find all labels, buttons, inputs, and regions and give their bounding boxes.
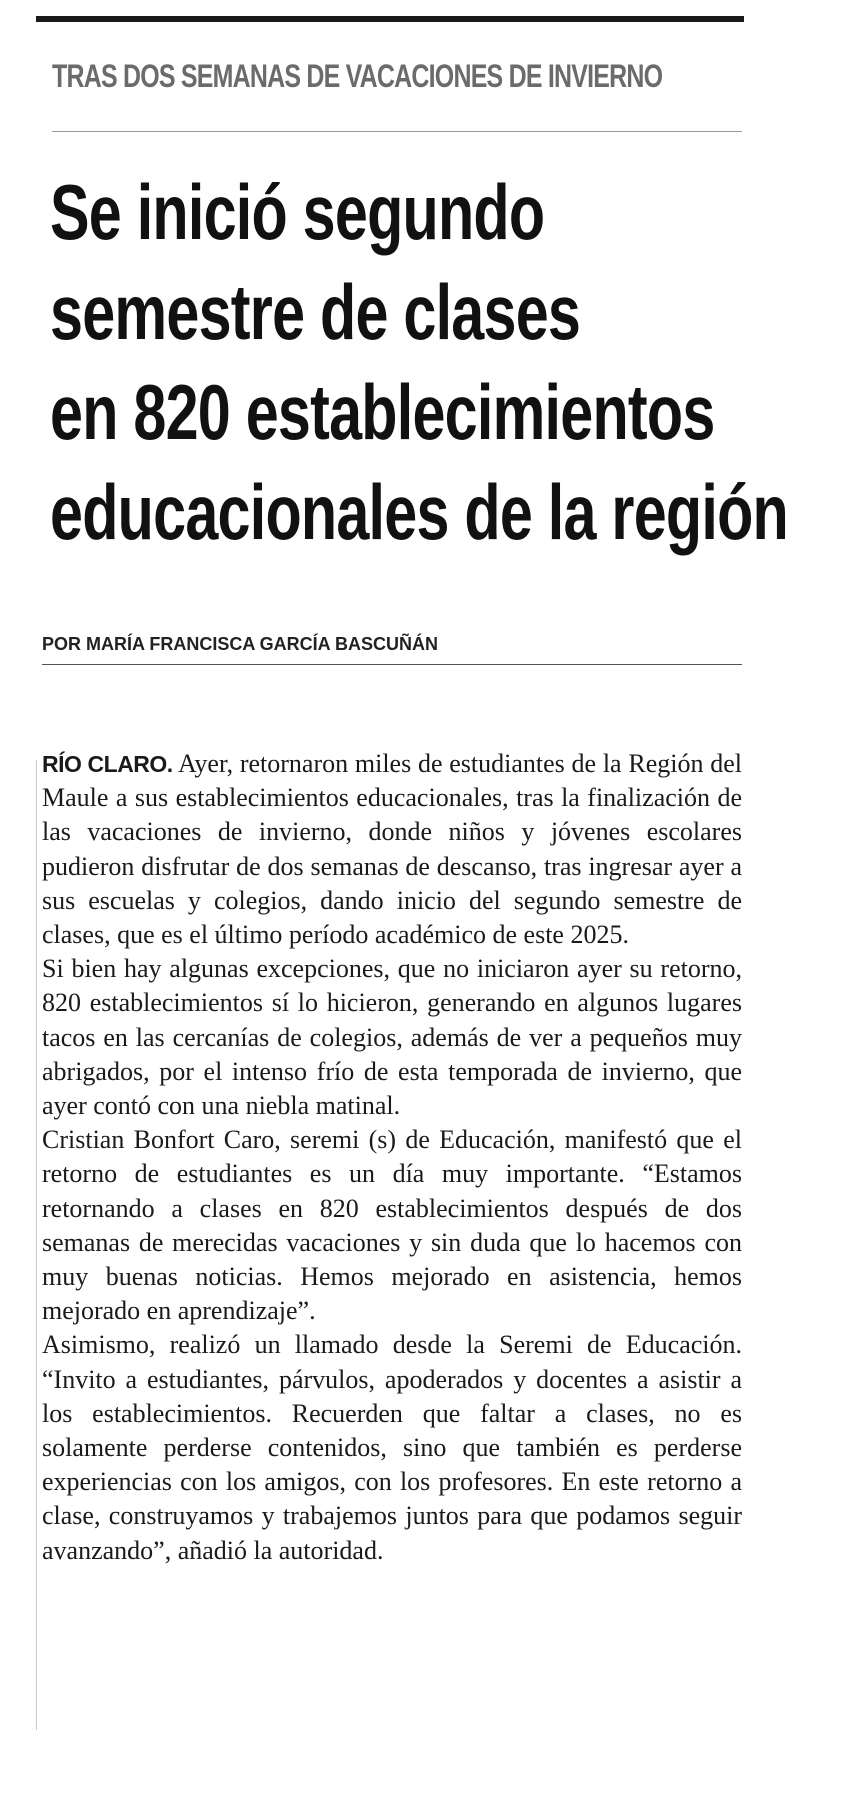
article-paragraph: Cristian Bonfort Caro, seremi (s) de Educación, manifestó que el retorno de estudiantes es un día muy importante. “Estamos retornando a clases en 820 establecimientos después de dos semanas de merecidas vacaciones y sin duda que lo hacemos con muy buenas noticias. Hemos mejorado en asistencia, hemos mejorado en aprendizaje”.: [42, 1125, 742, 1326]
article-paragraph: Si bien hay algunas excepciones, que no iniciaron ayer su retorno, 820 establecimientos sí lo hicieron, generando en algunos lugares tacos en las cercanías de colegios, además de ver a pequeños muy abrigados, por el intenso frío de esta temporada de invierno, que ayer contó con una niebla matinal.: [42, 954, 742, 1121]
article-headline: [50, 162, 788, 562]
kicker-divider: [52, 131, 742, 132]
top-rule: [36, 16, 744, 22]
article-dateline: RÍO CLARO.: [42, 751, 173, 777]
article-byline: POR MARÍA FRANCISCA GARCÍA BASCUÑÁN: [42, 634, 438, 654]
headline-line: en 820 establecimientos: [50, 368, 715, 456]
article-kicker: TRAS DOS SEMANAS DE VACACIONES DE INVIERNO: [52, 58, 663, 94]
headline-line: Se inició segundo: [50, 168, 545, 256]
headline-line: educacionales de la región: [50, 468, 788, 556]
article-paragraph: Asimismo, realizó un llamado desde la Seremi de Educación. “Invito a estudiantes, párvulos, apoderados y docentes a asistir a los establecimientos. Recuerden que faltar a clases, no es solamente perderse contenidos, sino que también es perderse experiencias con los amigos, con los profesores. En este retorno a clase, construyamos y trabajemos juntos para que podamos seguir avanzando”, añadió la autoridad.: [42, 1330, 742, 1565]
headline-line: semestre de clases: [50, 268, 581, 356]
paragraph-text: Ayer, retornaron miles de estudiantes de la Región del Maule a sus establecimientos educacionales, tras la finalización de las vacaciones de invierno, donde niños y jóvenes escolares pudieron disfrutar de dos semanas de descanso, tras ingresar ayer a sus escuelas y colegios, dando inicio del segundo semestre de clases, que es el último período académico de este 2025.: [42, 749, 742, 950]
article-body: [42, 747, 742, 1568]
article-paragraph: [42, 747, 742, 952]
column-rule: [36, 760, 37, 1730]
byline-divider: [42, 664, 742, 665]
